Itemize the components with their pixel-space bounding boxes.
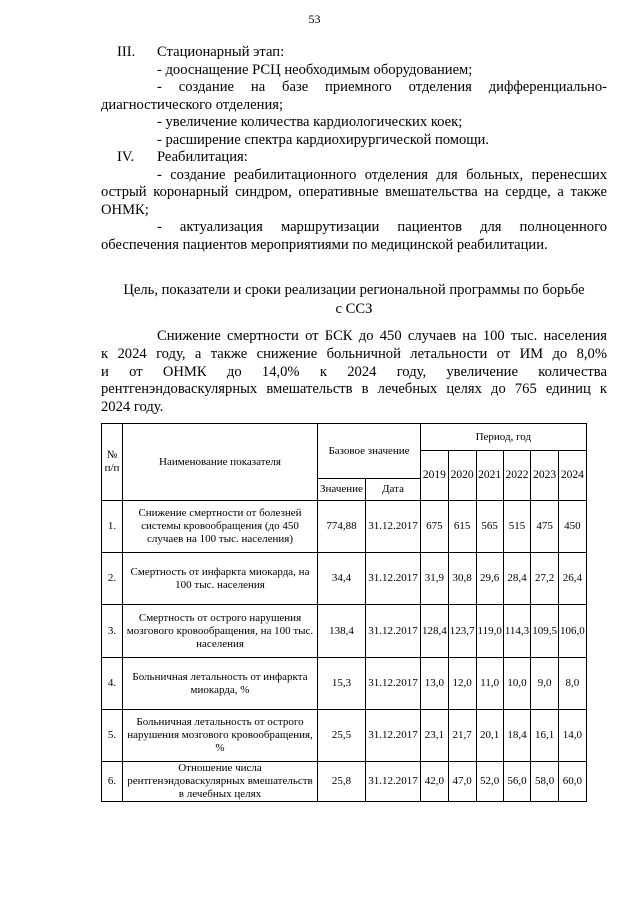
row-number: 5.	[102, 710, 123, 762]
header-date: Дата	[366, 479, 421, 501]
year-value: 450	[558, 501, 586, 553]
year-value: 29,6	[476, 553, 503, 605]
year-value: 56,0	[503, 762, 530, 802]
goal-paragraph	[101, 328, 607, 417]
base-date: 31.12.2017	[366, 553, 421, 605]
base-value: 15,3	[318, 658, 366, 710]
goal-line: и от ОНМК до 14,0% к 2024 году, увеличение количества	[101, 363, 607, 380]
year-value: 16,1	[531, 710, 559, 762]
year-value: 26,4	[558, 553, 586, 605]
row-number: 4.	[102, 658, 123, 710]
year-value: 28,4	[503, 553, 530, 605]
row-number: 6.	[102, 762, 123, 802]
year-value: 109,5	[531, 605, 559, 658]
year-value: 47,0	[448, 762, 476, 802]
stage-numeral: III.	[117, 44, 136, 60]
stage-item-continuation: ОНМК;	[101, 201, 149, 218]
base-value: 138,4	[318, 605, 366, 658]
base-value: 25,8	[318, 762, 366, 802]
year-value: 8,0	[558, 658, 586, 710]
stage-heading	[101, 44, 607, 62]
row-number: 1.	[102, 501, 123, 553]
stage-heading	[101, 149, 607, 167]
stage-numeral: IV.	[117, 149, 135, 165]
header-year: 2022	[503, 451, 530, 501]
header-year: 2020	[448, 451, 476, 501]
year-value: 475	[531, 501, 559, 553]
year-value: 128,4	[421, 605, 449, 658]
header-year: 2021	[476, 451, 503, 501]
stage-item: - дооснащение РСЦ необходимым оборудованием;	[157, 61, 473, 78]
table-row	[102, 501, 587, 553]
base-date: 31.12.2017	[366, 501, 421, 553]
year-value: 123,7	[448, 605, 476, 658]
year-value: 21,7	[448, 710, 476, 762]
table-row	[102, 762, 587, 802]
stage-item: - актуализация маршрутизации пациентов для полноценного	[157, 219, 607, 235]
year-value: 60,0	[558, 762, 586, 802]
indicator-name: Смертность от инфаркта миокарда, на 100 тыс. населения	[123, 553, 318, 605]
header-period: Период, год	[421, 424, 587, 451]
section-title	[101, 281, 607, 319]
year-value: 18,4	[503, 710, 530, 762]
header-year: 2023	[531, 451, 559, 501]
goal-line: Снижение смертности от БСК до 450 случаев на 100 тыс. населения	[157, 328, 607, 344]
goal-line: 2024 году.	[101, 399, 164, 416]
header-num: № п/п	[102, 424, 123, 501]
year-value: 30,8	[448, 553, 476, 605]
header-base-value: Базовое значение	[318, 424, 421, 479]
base-value: 25,5	[318, 710, 366, 762]
year-value: 106,0	[558, 605, 586, 658]
indicator-name: Отношение числа рентгенэндоваскулярных вмешательств в лечебных целях	[123, 762, 318, 802]
row-number: 3.	[102, 605, 123, 658]
stage-item: - создание на базе приемного отделения дифференциально-	[157, 79, 607, 95]
year-value: 13,0	[421, 658, 449, 710]
indicator-name: Снижение смертности от болезней системы кровообращения (до 450 случаев на 100 тыс. населения)	[123, 501, 318, 553]
year-value: 12,0	[448, 658, 476, 710]
year-value: 11,0	[476, 658, 503, 710]
base-date: 31.12.2017	[366, 710, 421, 762]
stage-title: Реабилитация:	[157, 149, 248, 165]
indicators-table	[101, 423, 587, 802]
header-year: 2019	[421, 451, 449, 501]
stage-item-continuation: диагностического отделения;	[101, 96, 284, 113]
year-value: 114,3	[503, 605, 530, 658]
stage-title: Стационарный этап:	[157, 44, 285, 60]
stage-item: - увеличение количества кардиологических коек;	[157, 114, 463, 130]
year-value: 565	[476, 501, 503, 553]
year-value: 9,0	[531, 658, 559, 710]
year-value: 52,0	[476, 762, 503, 802]
year-value: 31,9	[421, 553, 449, 605]
year-value: 23,1	[421, 710, 449, 762]
table-row	[102, 553, 587, 605]
stage-item-continuation: острый коронарный синдром, оперативные вмешательства на сердце, а также	[101, 184, 607, 200]
stage-item-continuation: обеспечения пациентов мероприятиями по медицинской реабилитации.	[101, 236, 548, 253]
table-row	[102, 658, 587, 710]
header-year: 2024	[558, 451, 586, 501]
base-date: 31.12.2017	[366, 605, 421, 658]
header-value: Значение	[318, 479, 366, 501]
header-name: Наименование показателя	[123, 424, 318, 501]
stages-list	[101, 44, 607, 254]
year-value: 615	[448, 501, 476, 553]
row-number: 2.	[102, 553, 123, 605]
section-title-line: с ССЗ	[335, 301, 373, 317]
indicator-name: Больничная летальность от острого нарушения мозгового кровообращения, %	[123, 710, 318, 762]
year-value: 58,0	[531, 762, 559, 802]
page-number: 53	[308, 12, 321, 26]
stage-item: - создание реабилитационного отделения для больных, перенесших	[157, 166, 607, 183]
goal-line: к 2024 году, а также снижение больничной летальности от ИМ до 8,0%	[101, 345, 607, 362]
indicator-name: Смертность от острого нарушения мозгового кровообращения, на 100 тыс. населения	[123, 605, 318, 658]
section-title-line: Цель, показатели и сроки реализации региональной программы по борьбе	[123, 282, 585, 298]
base-date: 31.12.2017	[366, 762, 421, 802]
year-value: 515	[503, 501, 530, 553]
year-value: 20,1	[476, 710, 503, 762]
indicator-name: Больничная летальность от инфаркта миокарда, %	[123, 658, 318, 710]
base-value: 34,4	[318, 553, 366, 605]
base-date: 31.12.2017	[366, 658, 421, 710]
stage-item: - расширение спектра кардиохирургической помощи.	[157, 131, 490, 148]
year-value: 10,0	[503, 658, 530, 710]
year-value: 14,0	[558, 710, 586, 762]
year-value: 119,0	[476, 605, 503, 658]
year-value: 42,0	[421, 762, 449, 802]
table-row	[102, 710, 587, 762]
base-value: 774,88	[318, 501, 366, 553]
table-row	[102, 605, 587, 658]
year-value: 27,2	[531, 553, 559, 605]
year-value: 675	[421, 501, 449, 553]
goal-line: рентгенэндоваскулярных вмешательств в лечебных целях до 765 единиц к	[101, 381, 607, 398]
